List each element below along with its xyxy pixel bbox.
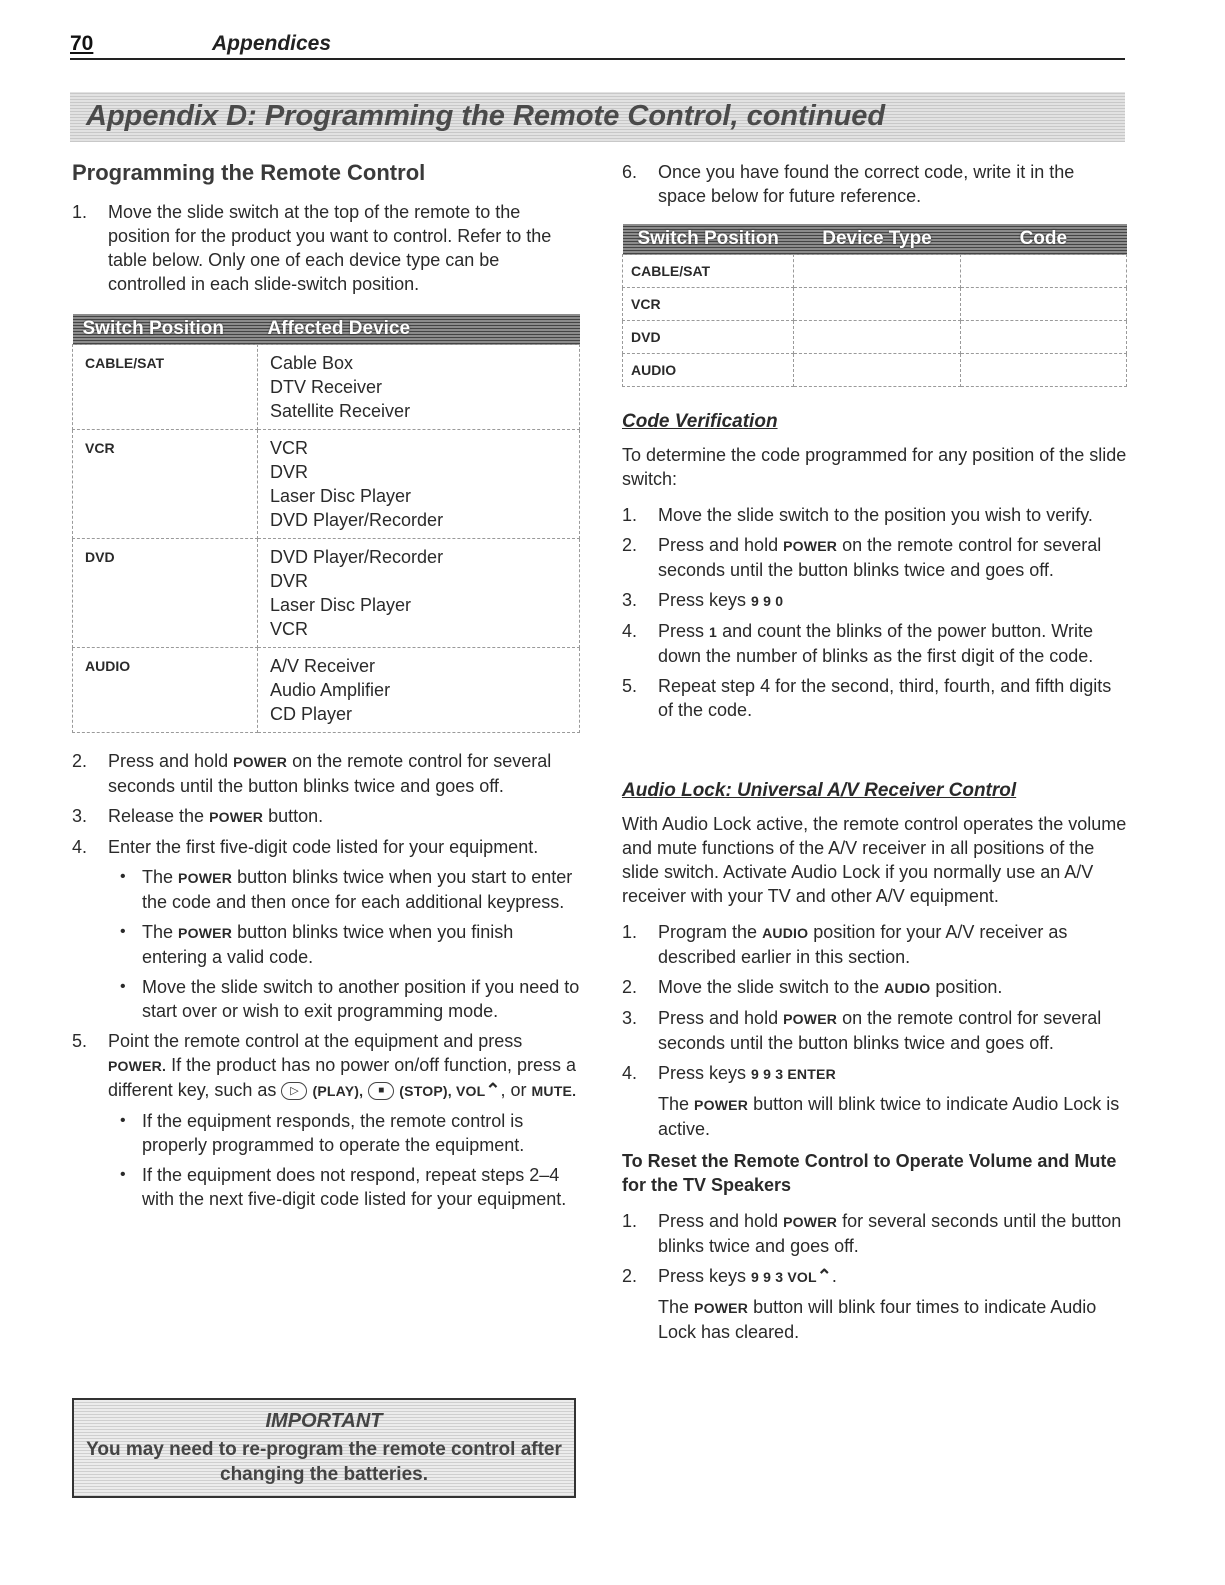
power-key: POWER — [694, 1300, 749, 1316]
switch-position-cell: AUDIO — [73, 648, 258, 733]
bullet-dot-icon: • — [120, 1112, 126, 1129]
stop-key: (STOP), VOL — [399, 1083, 486, 1099]
bullet-1: • The POWER button blinks twice when you start to enter the code and then once for each additional keypress. — [120, 867, 573, 912]
device-name: DVR — [270, 462, 309, 482]
device-name: DTV Receiver — [270, 377, 383, 397]
key-sequence: 9 9 3 VOL — [751, 1269, 817, 1285]
section-name: Appendices — [212, 32, 332, 55]
affected-device-cell — [258, 345, 580, 430]
key-1: 1 — [709, 624, 718, 640]
device-name: DVR — [270, 571, 309, 591]
power-key: POWER — [178, 925, 233, 941]
device-type-blank — [794, 321, 960, 354]
left-column — [72, 160, 580, 1217]
switch-device-table — [72, 314, 580, 733]
switch-position-cell: VCR — [73, 430, 258, 539]
header-code: Code — [960, 224, 1126, 255]
code-blank — [960, 255, 1126, 288]
play-key: (PLAY), — [312, 1083, 364, 1099]
code-record-table — [622, 224, 1127, 387]
bullet-dot-icon: • — [120, 978, 126, 995]
device-name: Cable Box — [270, 353, 354, 373]
bullet-dot-icon: • — [120, 868, 126, 885]
important-box — [72, 1398, 576, 1498]
reset-step-1: 1. Press and hold POWER for several seconds until the button blinks twice and goes off. — [622, 1211, 1122, 1256]
code-verification-heading: Code Verification — [622, 411, 778, 432]
affected-device-cell — [258, 648, 580, 733]
affected-device-cell — [258, 430, 580, 539]
switch-position-cell: AUDIO — [623, 354, 794, 387]
table-row — [623, 321, 1127, 354]
device-name: Satellite Receiver — [270, 401, 411, 421]
reset-step-2-note: The POWER button will blink four times to indicate Audio Lock has cleared. — [658, 1297, 1097, 1342]
key-sequence: 9 9 0 — [751, 593, 784, 609]
audio-lock-heading: Audio Lock: Universal A/V Receiver Control — [622, 780, 1017, 801]
device-type-blank — [794, 354, 960, 387]
vol-up-icon: ⌃ — [485, 1080, 501, 1100]
power-key: POWER — [783, 538, 838, 554]
step-5: 5. Point the remote control at the equipment and press POWER. If the product has no power on/off function, press a different key, such as ▷ (PLAY), ■ (STOP), VOL⌃, or MUTE. — [72, 1031, 577, 1100]
power-key: POWER. — [108, 1058, 167, 1074]
device-name: Laser Disc Player — [270, 486, 412, 506]
bullet-5: • If the equipment does not respond, repeat steps 2–4 with the next five-digit code listed for your equipment. — [120, 1165, 567, 1209]
audio-step-1: 1. Program the AUDIO position for your A/V receiver as described earlier in this section. — [622, 922, 1068, 967]
verify-step-3: 3. Press keys 9 9 0 — [622, 590, 784, 610]
device-name: VCR — [270, 619, 309, 639]
audio-key: AUDIO — [762, 925, 809, 941]
verify-intro: To determine the code programmed for any position of the slide switch: — [622, 445, 1127, 489]
step-3: 3. Release the POWER button. — [72, 806, 324, 826]
right-column — [622, 160, 1127, 1350]
table-row — [623, 288, 1127, 321]
code-blank — [960, 354, 1126, 387]
audio-step-4-note: The POWER button will blink twice to indicate Audio Lock is active. — [658, 1094, 1120, 1139]
device-type-blank — [794, 288, 960, 321]
code-blank — [960, 288, 1126, 321]
device-name: VCR — [270, 438, 309, 458]
power-key: POWER — [233, 754, 288, 770]
switch-position-cell: CABLE/SAT — [73, 345, 258, 430]
vol-up-icon: ⌃ — [816, 1266, 832, 1286]
table-row — [623, 354, 1127, 387]
header-device-type: Device Type — [794, 224, 960, 255]
appendix-banner — [70, 92, 1125, 142]
bullet-dot-icon: • — [120, 923, 126, 940]
step-6: 6. Once you have found the correct code, write it in the space below for future reference. — [622, 162, 1075, 206]
audio-step-2: 2. Move the slide switch to the AUDIO position. — [622, 977, 1003, 997]
switch-position-cell: VCR — [623, 288, 794, 321]
power-key: POWER — [178, 870, 233, 886]
table-row — [73, 430, 580, 539]
reset-step-2: 2. Press keys 9 9 3 VOL⌃. The POWER button will blink four times to indicate Audio Lock has cleared. — [622, 1264, 1127, 1344]
step-4: 4. Enter the first five-digit code listed for your equipment. — [72, 837, 539, 857]
header-switch-position: Switch Position — [623, 224, 794, 255]
bullet-3: • Move the slide switch to another position if you need to start over or wish to exit programming mode. — [120, 977, 580, 1021]
code-blank — [960, 321, 1126, 354]
bullet-2: • The POWER button blinks twice when you finish entering a valid code. — [120, 922, 514, 967]
power-key: POWER — [694, 1097, 749, 1113]
device-name: Laser Disc Player — [270, 595, 412, 615]
bullet-dot-icon: • — [120, 1166, 126, 1183]
table-row — [73, 345, 580, 430]
verify-step-2: 2. Press and hold POWER on the remote control for several seconds until the button blinks twice and goes off. — [622, 535, 1102, 580]
device-type-blank — [794, 255, 960, 288]
verify-step-4: 4. Press 1 and count the blinks of the power button. Write down the number of blinks as the first digit of the code. — [622, 621, 1094, 666]
key-sequence: 9 9 3 ENTER — [751, 1066, 836, 1082]
table-row — [73, 539, 580, 648]
switch-position-cell: CABLE/SAT — [623, 255, 794, 288]
programming-heading: Programming the Remote Control — [72, 160, 426, 185]
play-icon: ▷ — [281, 1082, 307, 1100]
page-header — [70, 30, 1125, 60]
table-row — [73, 648, 580, 733]
header-affected-device: Affected Device — [258, 314, 580, 345]
audio-step-3: 3. Press and hold POWER on the remote control for several seconds until the button blinks twice and goes off. — [622, 1008, 1102, 1053]
device-name: Audio Amplifier — [270, 680, 391, 700]
switch-position-cell: DVD — [623, 321, 794, 354]
table-row — [623, 255, 1127, 288]
header-switch-position: Switch Position — [73, 314, 258, 345]
stop-icon: ■ — [368, 1082, 394, 1100]
affected-device-cell — [258, 539, 580, 648]
step-1: 1. Move the slide switch at the top of the remote to the position for the product you want to control. Refer to the table below. Only one of each device type can be controlled in each slide-switch position. — [72, 202, 552, 294]
audio-key: AUDIO — [884, 980, 931, 996]
switch-position-cell: DVD — [73, 539, 258, 648]
power-key: POWER — [783, 1011, 838, 1027]
important-text: You may need to re-program the remote control after changing the batteries. — [86, 1439, 562, 1485]
mute-key: MUTE. — [531, 1083, 577, 1099]
bullet-4: • If the equipment responds, the remote control is properly programmed to operate the equipment. — [120, 1111, 525, 1155]
power-key: POWER — [209, 809, 264, 825]
device-name: DVD Player/Recorder — [270, 547, 444, 567]
reset-heading: To Reset the Remote Control to Operate Volume and Mute for the TV Speakers — [622, 1151, 1117, 1195]
appendix-title: Appendix D: Programming the Remote Control, continued — [86, 100, 886, 132]
audio-step-4: 4. Press keys 9 9 3 ENTER The POWER button will blink twice to indicate Audio Lock is active. — [622, 1061, 1127, 1141]
page-number: 70 — [70, 32, 94, 55]
device-name: CD Player — [270, 704, 353, 724]
step-2: 2. Press and hold POWER on the remote control for several seconds until the button blinks twice and goes off. — [72, 751, 552, 796]
device-name: DVD Player/Recorder — [270, 510, 444, 530]
power-key: POWER — [783, 1214, 838, 1230]
verify-step-5: 5. Repeat step 4 for the second, third, fourth, and fifth digits of the code. — [622, 676, 1112, 720]
important-title: IMPORTANT — [265, 1410, 383, 1432]
verify-step-1: 1. Move the slide switch to the position you wish to verify. — [622, 505, 1093, 525]
device-name: A/V Receiver — [270, 656, 376, 676]
audio-intro: With Audio Lock active, the remote control operates the volume and mute functions of the A/V receiver in all positions of the slide switch. Activate Audio Lock if you normally use an A/V receiver with your TV and other A/V equipment. — [622, 814, 1127, 906]
